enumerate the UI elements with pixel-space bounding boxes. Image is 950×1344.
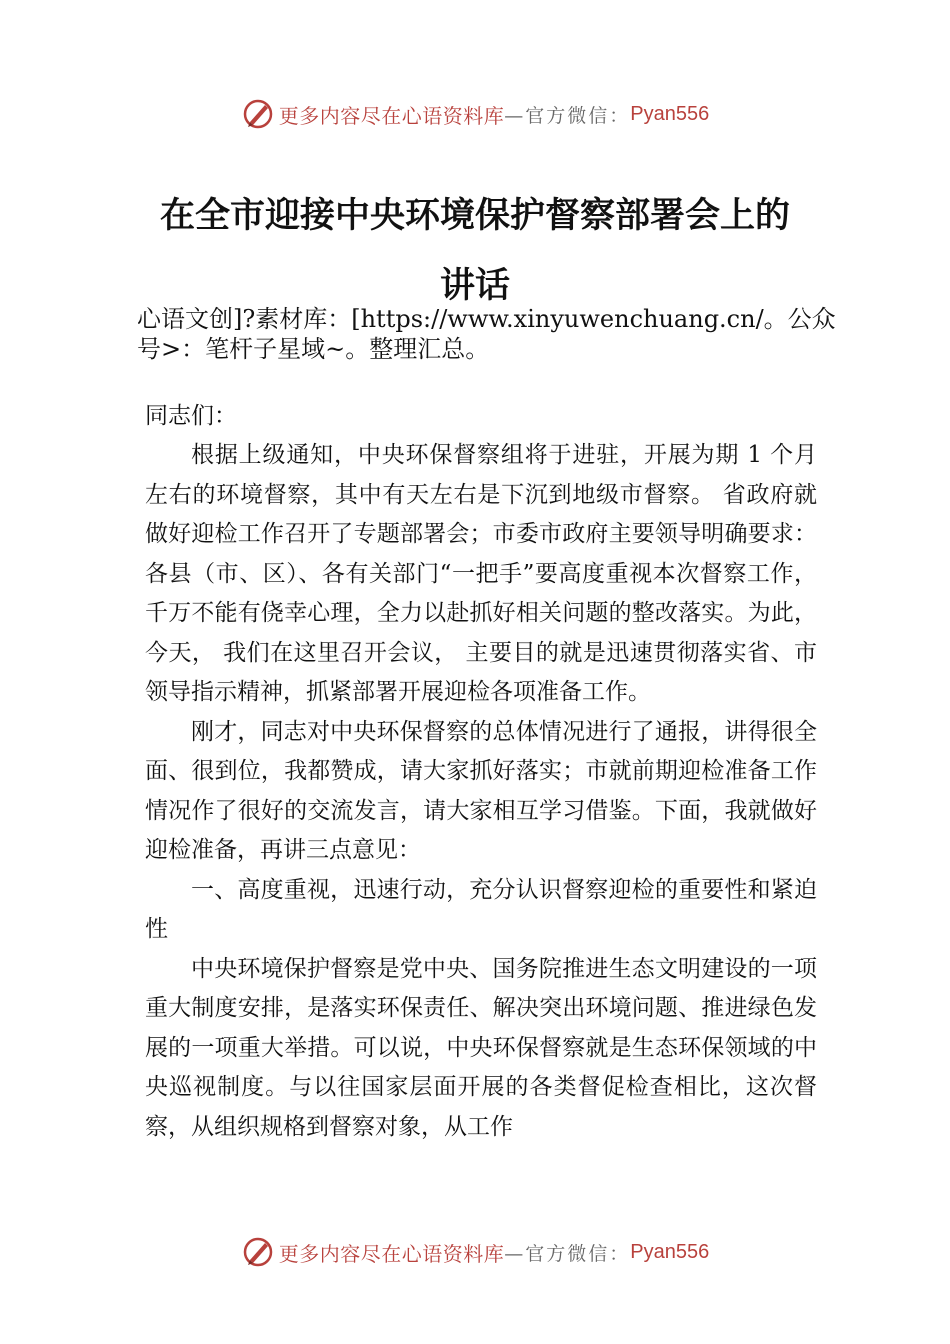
- pen-logo-icon: [241, 1235, 275, 1269]
- banner-text-main: 更多内容尽在心语资料库: [278, 103, 505, 128]
- section-heading-1: 一、高度重视，迅速行动，充分认识督察迎检的重要性和紧迫性: [145, 876, 817, 942]
- paragraph-3: 中央环境保护督察是党中央、国务院推进生态文明建设的一项重大制度安排，是落实环保责任、解决突出环境问题、推进绿色发展的一项重大举措。可以说，中央环保督察就是生态环保领域的中央巡视制度。与以往国家层面开展的各类督促检查相比，这次督察，从组织规格到督察对象，从工作: [145, 955, 817, 1140]
- paragraph-1: 根据上级通知，中央环保督察组将于进驻，开展为期 1 个月左右的环境督察，其中有天左右是下沉到地级市督察。 省政府就做好迎检工作召开了专题部署会；市委市政府主要领导明确要求：各县（市、区）、各有关部门“一把手”要高度重视本次督察工作，千万不能有侥幸心理，全力以赴抓好相关问题的整改落实。为此，今天， 我们在这里召开会议， 主要目的就是迅速贯彻落实省、市领导指示精神，抓紧部署开展迎检各项准备工作。: [145, 442, 817, 705]
- source-note: 心语文创]?素材库：[https://www.xinyuwenchuang.cn/。公众号>：笔杆子星域~。整理汇总。: [137, 305, 836, 363]
- document-title-line2: 讲话: [439, 266, 510, 306]
- banner-text-id: Pyan556: [630, 1240, 710, 1263]
- banner-text-id: Pyan556: [630, 102, 710, 125]
- pen-logo-icon: [241, 97, 275, 131]
- header-banner: [0, 92, 950, 136]
- document-title-line1: 在全市迎接中央环境保护督察部署会上的: [159, 196, 790, 236]
- footer-banner: [0, 1230, 950, 1274]
- banner-text-wechat: —官方微信：: [504, 104, 631, 127]
- document-body: [145, 436, 817, 1147]
- banner-text-main: 更多内容尽在心语资料库: [278, 1241, 505, 1266]
- banner-text-wechat: —官方微信：: [504, 1242, 631, 1265]
- paragraph-2: 刚才，同志对中央环保督察的总体情况进行了通报，讲得很全面、很到位，我都赞成，请大家抓好落实；市就前期迎检准备工作情况作了很好的交流发言，请大家相互学习借鉴。下面，我就做好迎检准备，再讲三点意见：: [145, 718, 817, 863]
- greeting: 同志们：: [145, 403, 237, 429]
